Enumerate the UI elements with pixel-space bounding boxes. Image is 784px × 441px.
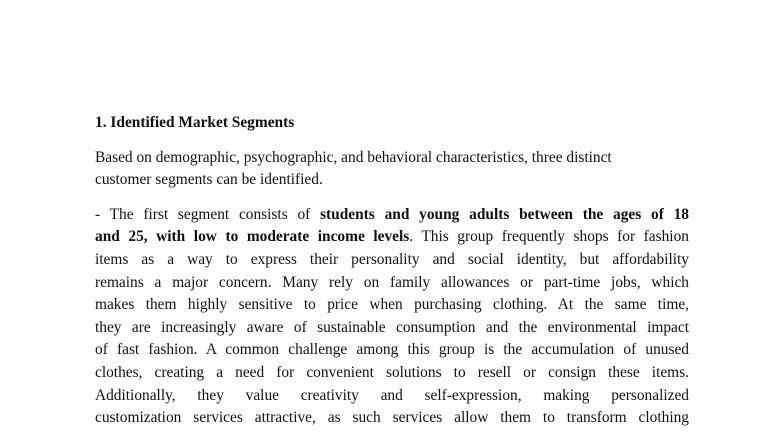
segment-paragraph [95,204,689,430]
segment-line-2 [95,226,689,249]
segment-line-1 [95,204,689,227]
segment-line-5: makes them highly sensitive to price when purchasing clothing. At the same time, [95,296,689,314]
segment-line-8: clothes, creating a need for convenient solutions to resell or consign these items. [95,363,689,381]
intro-paragraph [95,147,689,192]
segment-line-9: Additionally, they value creativity and self-expression, making personalized [95,386,689,404]
segment-line-4: remains a major concern. Many rely on family allowances or part-time jobs, which [95,273,689,291]
segment-line-1-text: - The first segment consists of [95,205,321,223]
segment-line-1-bold: students and young adults between the ages of 18 [320,205,689,223]
segment-line-6: they are increasingly aware of sustainable consumption and the environmental impact [95,318,689,336]
segment-line-2-text: . This group frequently shops for fashion [409,228,689,246]
segment-line-3: items as a way to express their personality and social identity, but affordability [95,250,689,268]
intro-line-2: customer segments can be identified. [95,171,323,189]
segment-line-10: customization services attractive, as such services allow them to transform clothing [95,409,689,427]
document-body [95,112,689,430]
segment-line-2-bold: and 25, with low to moderate income levels [95,228,410,246]
intro-line-1: Based on demographic, psychographic, and behavioral characteristics, three distinct [95,148,612,166]
segment-line-7: of fast fashion. A common challenge among this group is the accumulation of unused [95,341,689,359]
section-heading: 1. Identified Market Segments [95,114,295,131]
